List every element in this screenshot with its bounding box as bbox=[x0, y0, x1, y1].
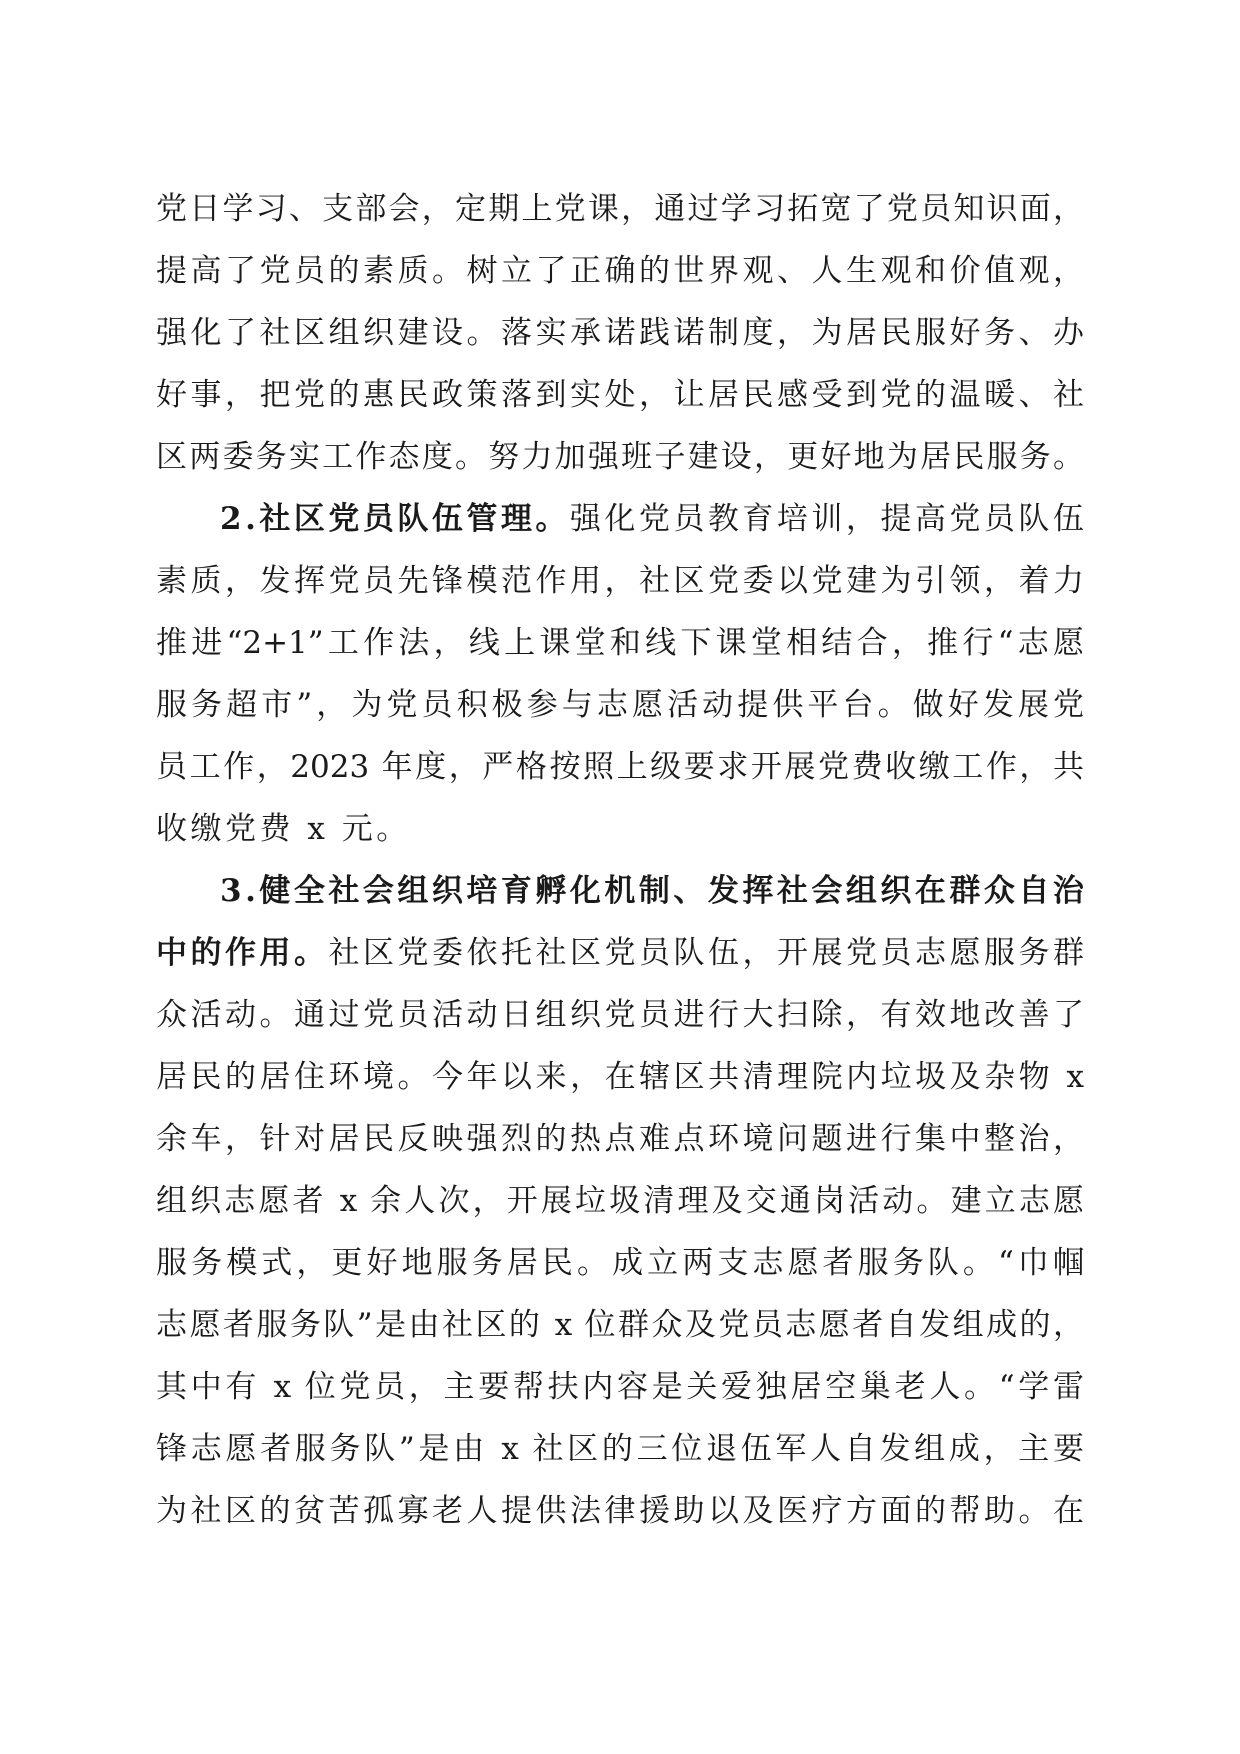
text-line: 素质，发挥党员先锋模范作用，社区党委以党建为引领，着力 bbox=[156, 563, 1084, 599]
text-line: 服务超市”，为党员积极参与志愿活动提供平台。做好发展党 bbox=[156, 687, 1084, 723]
text-line: 为社区的贫苦孤寡老人提供法律援助以及医疗方面的帮助。在 bbox=[156, 1493, 1084, 1529]
document-page bbox=[156, 178, 1088, 1542]
text-line: 志愿者服务队”是由社区的 x 位群众及党员志愿者自发组成的， bbox=[156, 1307, 1084, 1343]
text-line: 区两委务实工作态度。努力加强班子建设，更好地为居民服务。 bbox=[156, 439, 1084, 475]
text-line: 居民的居住环境。今年以来，在辖区共清理院内垃圾及杂物 x bbox=[156, 1059, 1084, 1095]
text-line: 强化了社区组织建设。落实承诺践诺制度，为居民服好务、办 bbox=[156, 315, 1084, 351]
text-line: 组织志愿者 x 余人次，开展垃圾清理及交通岗活动。建立志愿 bbox=[156, 1183, 1084, 1219]
text-run: 社区党委依托社区党员队伍，开展党员志愿服务群 bbox=[328, 935, 1088, 971]
paragraph-social-organizations bbox=[156, 860, 1088, 1542]
text-line: 员工作，2023 年度，严格按照上级要求开展党费收缴工作，共 bbox=[156, 749, 1084, 785]
text-line: 收缴党费 x 元。 bbox=[156, 811, 411, 847]
text-line bbox=[156, 922, 1088, 984]
paragraph-party-study bbox=[156, 178, 1084, 488]
text-line: 众活动。通过党员活动日组织党员进行大扫除，有效地改善了 bbox=[156, 997, 1084, 1033]
text-line: 其中有 x 位党员，主要帮扶内容是关爱独居空巢老人。“学雷 bbox=[156, 1369, 1084, 1405]
section-heading: 3.健全社会组织培育孵化机制、发挥社会组织在群众自治 bbox=[220, 873, 1088, 909]
text-line: 推进“2+1”工作法，线上课堂和线下课堂相结合，推行“志愿 bbox=[156, 625, 1084, 661]
section-heading: 2.社区党员队伍管理。 bbox=[220, 501, 570, 537]
text-line: 好事，把党的惠民政策落到实处，让居民感受到党的温暖、社 bbox=[156, 377, 1084, 413]
paragraph-member-management bbox=[156, 488, 1088, 860]
text-line: 余车，针对居民反映强烈的热点难点环境问题进行集中整治， bbox=[156, 1121, 1084, 1157]
text-line bbox=[156, 488, 1088, 550]
text-run: 强化党员教育培训，提高党员队伍 bbox=[569, 501, 1088, 537]
text-line: 服务模式，更好地服务居民。成立两支志愿者服务队。“巾帼 bbox=[156, 1245, 1084, 1281]
text-line: 锋志愿者服务队”是由 x 社区的三位退伍军人自发组成，主要 bbox=[156, 1431, 1084, 1467]
text-line: 提高了党员的素质。树立了正确的世界观、人生观和价值观， bbox=[156, 253, 1084, 289]
section-heading: 中的作用。 bbox=[156, 935, 329, 971]
text-line: 党日学习、支部会，定期上党课，通过学习拓宽了党员知识面， bbox=[156, 191, 1084, 227]
